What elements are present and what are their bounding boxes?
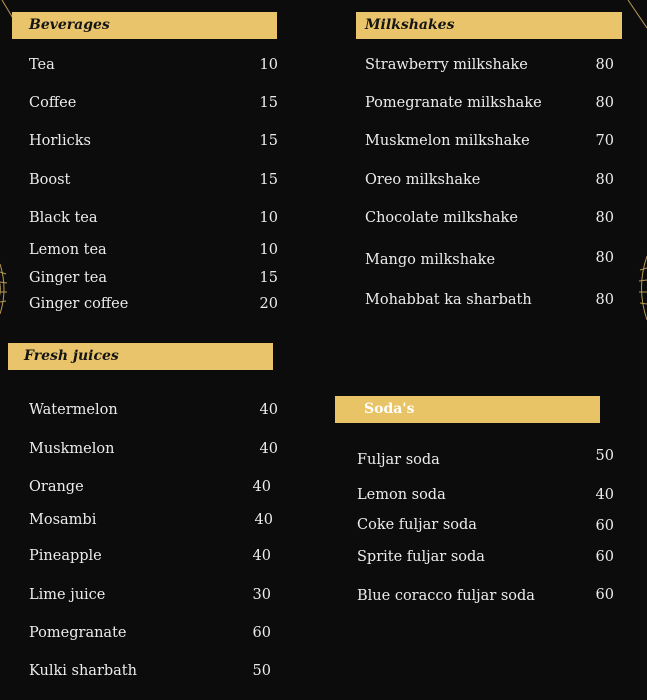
menu-item-name: Ginger coffee xyxy=(29,296,129,312)
ornament-top-right xyxy=(624,0,647,30)
menu-item-name: Watermelon xyxy=(29,402,118,418)
menu-item-price: 60 xyxy=(595,518,614,534)
menu-item-name: Mango milkshake xyxy=(365,252,496,268)
menu-item-price: 15 xyxy=(259,270,278,286)
menu-item-price: 40 xyxy=(252,479,271,495)
menu-item-name: Mosambi xyxy=(29,512,97,528)
fresh-juices-header: Fresh juices xyxy=(8,343,273,370)
menu-item-price: 10 xyxy=(259,210,278,226)
menu-item-price: 40 xyxy=(595,487,614,503)
ornament-left-wheel xyxy=(0,258,10,320)
menu-item-name: Lemon soda xyxy=(357,487,446,503)
menu-item-price: 40 xyxy=(252,548,271,564)
menu-item-price: 40 xyxy=(259,402,278,418)
menu-item-name: Coffee xyxy=(29,95,77,111)
menu-item-price: 10 xyxy=(259,57,278,73)
menu-item-price: 30 xyxy=(252,587,271,603)
menu-item-price: 50 xyxy=(595,448,614,464)
menu-item-price: 80 xyxy=(595,95,614,111)
menu-item-name: Lime juice xyxy=(29,587,106,603)
menu-item-price: 80 xyxy=(595,172,614,188)
menu-item-price: 40 xyxy=(254,512,273,528)
menu-item-price: 10 xyxy=(259,242,278,258)
menu-item-name: Sprite fuljar soda xyxy=(357,549,485,565)
menu-item-name: Pineapple xyxy=(29,548,102,564)
menu-item-name: Oreo milkshake xyxy=(365,172,481,188)
menu-item-price: 40 xyxy=(259,441,278,457)
menu-item-price: 80 xyxy=(595,292,614,308)
menu-item-price: 80 xyxy=(595,250,614,266)
menu-item-name: Strawberry milkshake xyxy=(365,57,528,73)
menu-item-price: 15 xyxy=(259,172,278,188)
menu-item-price: 70 xyxy=(595,133,614,149)
menu-item-name: Lemon tea xyxy=(29,242,107,258)
menu-item-name: Blue coracco fuljar soda xyxy=(357,588,535,604)
menu-item-price: 60 xyxy=(595,587,614,603)
menu-item-name: Muskmelon milkshake xyxy=(365,133,530,149)
menu-item-name: Horlicks xyxy=(29,133,91,149)
menu-item-price: 50 xyxy=(252,663,271,679)
menu-item-name: Black tea xyxy=(29,210,98,226)
menu-item-name: Kulki sharbath xyxy=(29,663,137,679)
menu-item-name: Orange xyxy=(29,479,84,495)
menu-item-price: 60 xyxy=(252,625,271,641)
menu-item-price: 15 xyxy=(259,133,278,149)
menu-item-price: 80 xyxy=(595,57,614,73)
menu-item-price: 20 xyxy=(259,296,278,312)
menu-item-price: 60 xyxy=(595,549,614,565)
menu-item-price: 15 xyxy=(259,95,278,111)
menu-item-price: 80 xyxy=(595,210,614,226)
menu-item-name: Muskmelon xyxy=(29,441,115,457)
menu-item-name: Pomegranate xyxy=(29,625,127,641)
menu-item-name: Chocolate milkshake xyxy=(365,210,518,226)
menu-item-name: Ginger tea xyxy=(29,270,108,286)
milkshakes-header: Milkshakes xyxy=(356,12,622,39)
sodas-header: Soda's xyxy=(335,396,600,423)
menu-item-name: Coke fuljar soda xyxy=(357,517,477,533)
menu-item-name: Pomegranate milkshake xyxy=(365,95,542,111)
menu-item-name: Boost xyxy=(29,172,71,188)
beverages-header: Beverages xyxy=(12,12,277,39)
menu-item-name: Mohabbat ka sharbath xyxy=(365,292,532,308)
menu-item-name: Fuljar soda xyxy=(357,452,440,468)
ornament-right-wheel xyxy=(636,252,647,324)
menu-item-name: Tea xyxy=(29,57,55,73)
